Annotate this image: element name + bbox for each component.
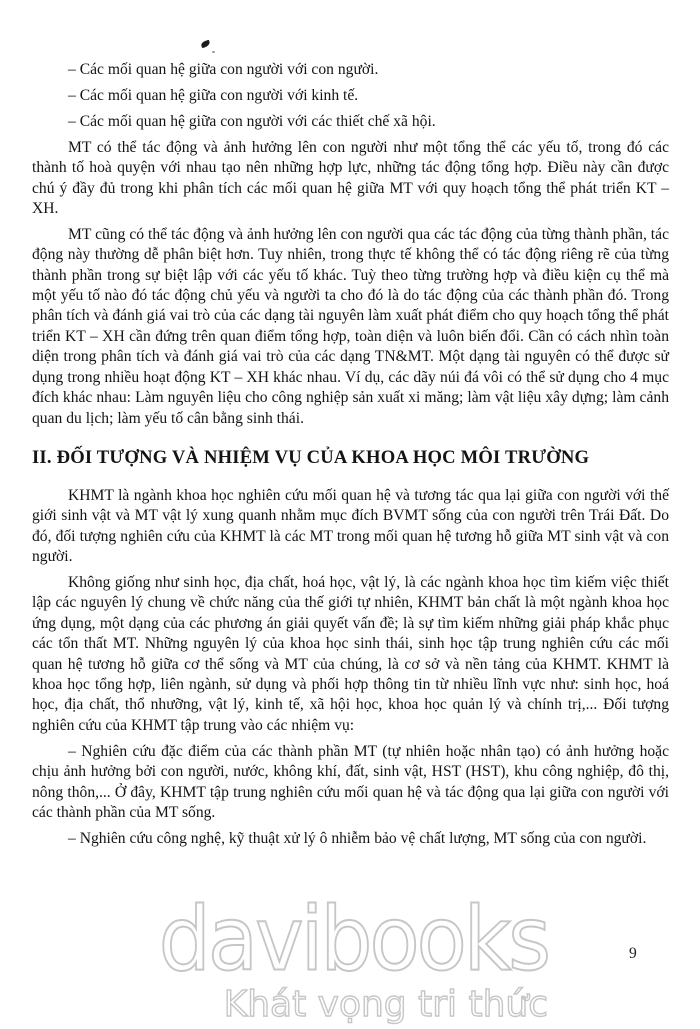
paragraph: Không giống như sinh học, địa chất, hoá học, vật lý, là các ngành khoa học tìm kiếm việc thiết lập các nguyên lý chung về chức năng của thế giới tự nhiên, KHMT bản chất là một ngành khoa học ứng dụng, một dạng của các phương án giải quyết vấn đề; là sự tìm kiếm những giải pháp khắc phục các tổn thất MT. Những nguyên lý của khoa học sinh thái, sinh học tập trung nghiên cứu các mối quan hệ tương hỗ giữa cơ thể sống và MT của chúng, là cơ sở và nền tảng của KHMT. KHMT là khoa học tổng hợp, liên ngành, sử dụng và phối hợp thông tin từ nhiều lĩnh vực như: sinh học, hoá học, địa chất, thổ nhưỡng, vật lý, kinh tế, xã hội học, khoa học quản lý và chính trị,... Đối tượng nghiên cứu của KHMT tập trung vào các nhiệm vụ: [32, 574, 669, 734]
paragraph: – Nghiên cứu công nghệ, kỹ thuật xử lý ô nhiễm bảo vệ chất lượng, MT sống của con người. [68, 829, 647, 847]
scan-artifact-dot [212, 51, 215, 53]
scan-artifact-speck [200, 40, 210, 48]
watermark-brand-text: davibooks [158, 888, 548, 992]
section-heading: II. ĐỐI TƯỢNG VÀ NHIỆM VỤ CỦA KHOA HỌC MÔI TRƯỜNG [32, 446, 590, 468]
paragraph: – Nghiên cứu đặc điểm của các thành phần MT (tự nhiên hoặc nhân tạo) có ảnh hưởng hoặc chịu ảnh hưởng bởi con người, nước, không khí, đất, sinh vật, HST (HST), khu công nghiệp, đô thị, nông thôn,... Ở đây, KHMT tập trung nghiên cứu mối quan hệ và tác động qua lại giữa con người với các thành phần của MT sống. [32, 742, 669, 821]
paragraph: KHMT là ngành khoa học nghiên cứu mối quan hệ và tương tác qua lại giữa con người với thế giới sinh vật và MT vật lý xung quanh nhằm mục đích BVMT sống của con người trên Trái Đất. Do đó, đối tượng nghiên cứu của KHMT là các MT trong mối quan hệ tương hỗ giữa MT sinh vật và con người. [32, 486, 669, 566]
bullet-item: – Các mối quan hệ giữa con người với kinh tế. [68, 86, 359, 104]
bullet-item: – Các mối quan hệ giữa con người với con người. [68, 61, 379, 78]
paragraph: MT cũng có thể tác động và ảnh hưởng lên con người qua các tác động của từng thành phần, tác động này thường dễ phân biệt hơn. Tuy nhiên, trong thực tế không thể có tác động riêng rẽ của từng thành phần trong sự biệt lập với các yếu tố khác. Tuỳ theo từng trường hợp và điều kiện cụ thể mà một yếu tố nào đó tác động chủ yếu và người ta cho đó là do tác động của các thành phần đó. Trong phân tích và đánh giá vai trò của các dạng tài nguyên làm xuất phát điểm cho quy hoạch tổng thể phát triển KT – XH cần đứng trên quan điểm tổng hợp, toàn diện và luôn biến đổi. Cần có cách nhìn toàn diện trong phân tích và đánh giá vai trò của các dạng TN&MT. Một dạng tài nguyên có thể được sử dụng trong nhiều hoạt động KT – XH khác nhau. Ví dụ, các dãy núi đá vôi có thể sử dụng cho 4 mục đích khác nhau: Làm nguyên liệu cho công nghiệp sản xuất xi măng; làm vật liệu xây dựng; làm cảnh quan du lịch; làm yếu tố cân bằng sinh thái. [32, 225, 669, 427]
paragraph: MT có thể tác động và ảnh hưởng lên con người như một tổng thể các yếu tố, trong đó các thành tố hoà quyện với nhau tạo nên những hợp lực, những tác động tổng hợp. Điều này cần được chú ý đầy đủ trong khi phân tích các mối quan hệ giữa MT với quy hoạch tổng thể phát triển KT – XH. [32, 138, 669, 217]
bullet-item: – Các mối quan hệ giữa con người với các thiết chế xã hội. [68, 112, 436, 130]
watermark [158, 888, 548, 1025]
page-number: 9 [629, 945, 637, 962]
watermark-slogan-text: Khát vọng tri thức [223, 984, 548, 1025]
page-body-text [32, 60, 669, 849]
